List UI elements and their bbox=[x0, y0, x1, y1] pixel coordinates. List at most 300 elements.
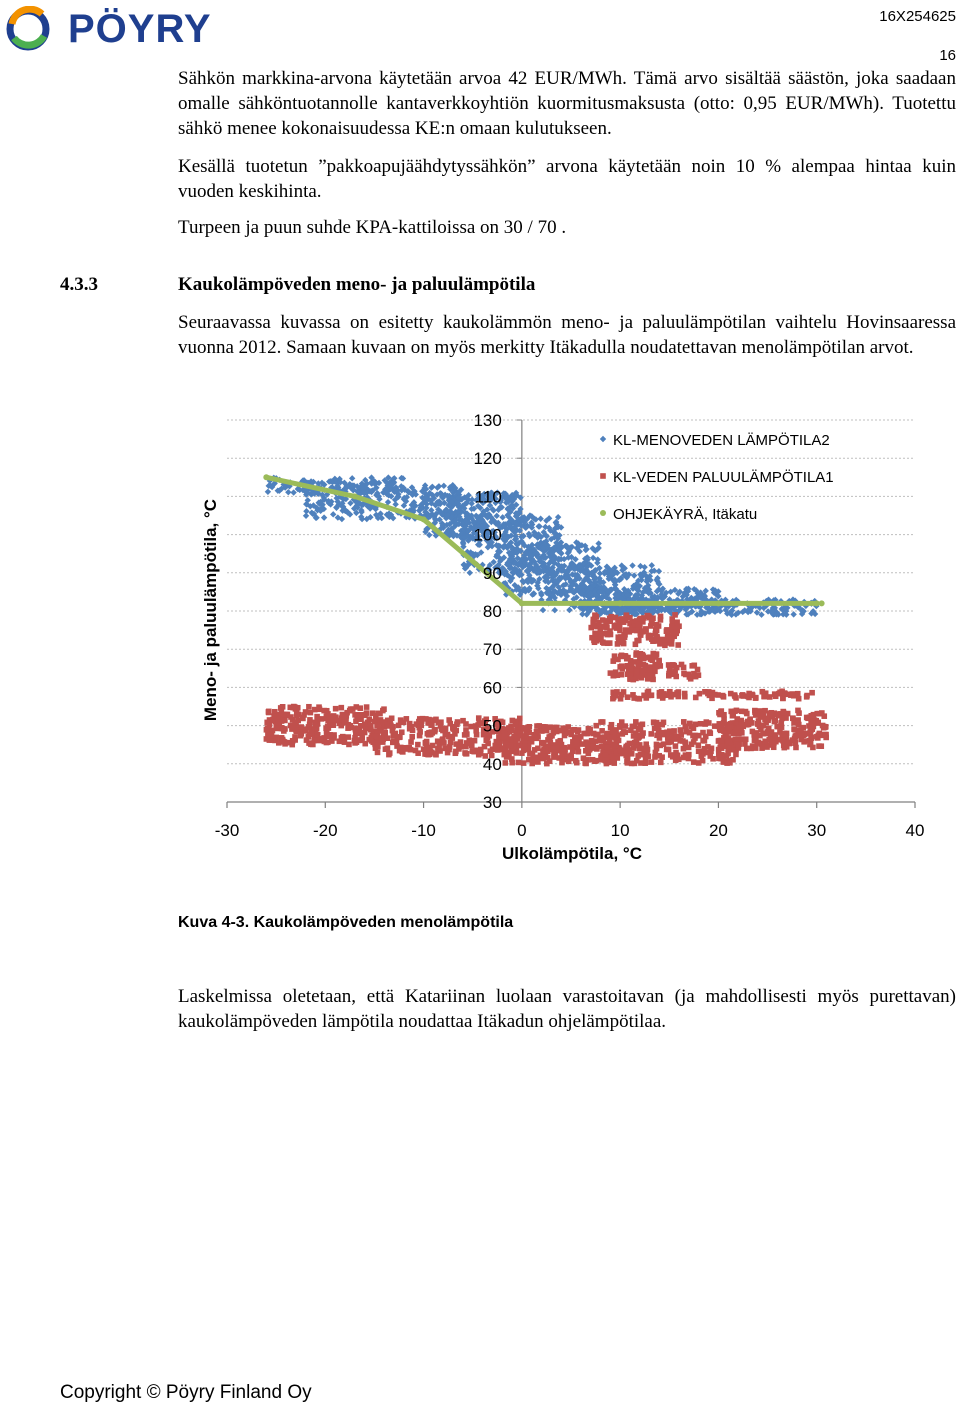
data-point bbox=[290, 489, 296, 495]
data-point bbox=[298, 724, 304, 730]
data-point bbox=[702, 689, 708, 695]
figure-caption: Kuva 4-3. Kaukolämpöveden menolämpötila bbox=[178, 914, 514, 931]
data-point bbox=[446, 717, 452, 723]
data-point bbox=[654, 664, 660, 670]
data-point bbox=[592, 758, 598, 764]
data-point bbox=[339, 705, 345, 711]
data-point bbox=[589, 738, 595, 744]
data-point bbox=[605, 745, 611, 751]
data-point bbox=[638, 726, 644, 732]
data-point bbox=[691, 759, 697, 765]
data-point bbox=[433, 717, 439, 723]
data-point bbox=[523, 735, 529, 741]
y-axis-label: Meno- ja paluulämpötila, °C bbox=[201, 498, 220, 722]
data-point bbox=[629, 562, 635, 568]
data-point bbox=[575, 734, 581, 740]
data-point bbox=[726, 745, 732, 751]
data-point bbox=[771, 744, 777, 750]
data-point bbox=[666, 637, 672, 643]
data-point bbox=[677, 727, 683, 733]
data-point bbox=[739, 708, 745, 714]
data-point bbox=[430, 743, 436, 749]
data-point bbox=[766, 726, 772, 732]
data-point bbox=[620, 616, 626, 622]
data-point bbox=[652, 754, 658, 760]
data-point bbox=[761, 723, 767, 729]
data-point bbox=[680, 738, 686, 744]
data-point bbox=[642, 760, 648, 766]
data-point bbox=[592, 639, 598, 645]
data-point bbox=[807, 729, 813, 735]
data-point bbox=[464, 751, 470, 757]
data-point bbox=[666, 747, 672, 753]
data-point bbox=[768, 711, 774, 717]
data-point bbox=[317, 706, 323, 712]
data-point bbox=[772, 735, 778, 741]
data-point bbox=[665, 740, 671, 746]
data-point bbox=[734, 708, 740, 714]
data-point bbox=[601, 735, 607, 741]
data-point bbox=[600, 639, 606, 645]
data-point bbox=[767, 694, 773, 700]
y-tick-label: 30 bbox=[482, 793, 502, 812]
data-point bbox=[328, 717, 334, 723]
data-point bbox=[583, 761, 589, 767]
data-point bbox=[354, 714, 360, 720]
data-point bbox=[641, 615, 647, 621]
data-point bbox=[387, 718, 393, 724]
data-point bbox=[556, 755, 562, 761]
data-point bbox=[342, 720, 348, 726]
data-point bbox=[790, 611, 796, 617]
data-point bbox=[352, 493, 358, 499]
section-title: Kaukolämpöveden meno- ja paluulämpötila bbox=[178, 274, 536, 295]
data-point bbox=[645, 676, 651, 682]
data-point bbox=[795, 708, 801, 714]
data-point bbox=[627, 615, 633, 621]
copyright-footer: Copyright © Pöyry Finland Oy bbox=[60, 1382, 312, 1403]
data-point bbox=[657, 735, 663, 741]
data-point bbox=[761, 694, 767, 700]
data-point bbox=[634, 628, 640, 634]
data-point bbox=[617, 600, 623, 606]
data-point bbox=[707, 753, 713, 759]
data-point bbox=[646, 753, 652, 759]
data-point bbox=[608, 670, 614, 676]
paragraph-summer-electricity: Kesällä tuotetun ”pakkoapujäähdytyssähkön” arvona käytetään noin 10 % alempaa hintaa kuin vuoden keskihinta. bbox=[178, 156, 956, 202]
paragraph-fuel-ratio: Turpeen ja puun suhde KPA-kattiloissa on 30 / 70 . bbox=[178, 217, 567, 238]
data-point bbox=[433, 752, 439, 758]
data-point bbox=[269, 733, 275, 739]
data-point bbox=[473, 723, 479, 729]
data-point bbox=[294, 712, 300, 718]
data-point bbox=[682, 691, 688, 697]
data-point bbox=[387, 750, 393, 756]
data-point bbox=[333, 706, 339, 712]
section-number: 4.3.3 bbox=[60, 274, 98, 295]
logo-wordmark: PÖYRY bbox=[68, 7, 212, 51]
data-point bbox=[610, 690, 616, 696]
x-tick-label: 40 bbox=[905, 821, 925, 840]
data-point bbox=[532, 755, 538, 761]
data-point bbox=[809, 690, 815, 696]
data-point bbox=[737, 725, 743, 731]
data-point bbox=[403, 746, 409, 752]
data-point bbox=[631, 733, 637, 739]
data-point bbox=[451, 726, 457, 732]
data-point bbox=[298, 731, 304, 737]
data-point bbox=[494, 745, 500, 751]
y-tick-label: 80 bbox=[482, 602, 502, 621]
page-number: 16 bbox=[939, 47, 956, 64]
data-point bbox=[613, 743, 619, 749]
data-point bbox=[279, 735, 285, 741]
data-point bbox=[439, 739, 445, 745]
data-point bbox=[658, 760, 664, 766]
section-intro: Seuraavassa kuvassa on esitetty kaukolämmön meno- ja paluulämpötilan vaihtelu Hovinsaaressa vuonna 2012. Samaan kuvaan on myös merkitty Itäkadulla noudatettavan menolämpötilan arvot. bbox=[178, 312, 956, 358]
data-point bbox=[668, 694, 674, 700]
data-point bbox=[567, 754, 573, 760]
data-point bbox=[472, 738, 478, 744]
data-point bbox=[625, 760, 631, 766]
data-point bbox=[760, 689, 766, 695]
data-point bbox=[669, 624, 675, 630]
data-point bbox=[352, 738, 358, 744]
data-point bbox=[793, 745, 799, 751]
series-1 bbox=[264, 612, 829, 766]
data-point bbox=[615, 641, 621, 647]
data-point bbox=[807, 742, 813, 748]
data-point bbox=[370, 710, 376, 716]
data-point bbox=[510, 718, 516, 724]
data-point bbox=[654, 622, 660, 628]
data-point bbox=[785, 740, 791, 746]
data-point bbox=[615, 617, 621, 623]
data-point bbox=[617, 625, 623, 631]
data-point bbox=[619, 719, 625, 725]
data-point bbox=[698, 721, 704, 727]
data-point bbox=[312, 720, 318, 726]
closing-paragraph: Laskelmissa oletetaan, että Katariinan luolaan varastoitavan (ja mahdollisesti myös purettavan) kaukolämpöveden lämpötila noudattaa Itäkadun ohjelämpötilaa. bbox=[178, 986, 956, 1032]
data-point bbox=[634, 638, 640, 644]
legend-marker bbox=[600, 473, 606, 479]
data-point bbox=[423, 740, 429, 746]
data-point bbox=[540, 740, 546, 746]
data-point bbox=[343, 713, 349, 719]
data-point bbox=[739, 730, 745, 736]
data-point bbox=[676, 757, 682, 763]
data-point bbox=[656, 568, 662, 574]
data-point bbox=[266, 710, 272, 716]
data-point bbox=[339, 735, 345, 741]
data-point bbox=[375, 711, 381, 717]
x-tick-label: 0 bbox=[517, 821, 527, 840]
data-point bbox=[822, 732, 828, 738]
data-point bbox=[421, 516, 427, 522]
data-point bbox=[364, 704, 370, 710]
data-point bbox=[751, 732, 757, 738]
data-point bbox=[821, 713, 827, 719]
data-point bbox=[735, 736, 741, 742]
y-tick-label: 50 bbox=[482, 716, 502, 736]
data-point bbox=[347, 708, 353, 714]
data-point bbox=[375, 750, 381, 756]
data-point bbox=[555, 739, 561, 745]
y-tick-label: 100 bbox=[473, 525, 502, 545]
data-point bbox=[519, 600, 525, 606]
data-point bbox=[417, 716, 423, 722]
data-point bbox=[726, 725, 732, 731]
data-point bbox=[623, 628, 629, 634]
data-point bbox=[503, 760, 509, 766]
data-point bbox=[817, 731, 823, 737]
data-point bbox=[717, 712, 723, 718]
data-point bbox=[673, 743, 679, 749]
data-point bbox=[716, 752, 722, 758]
data-point bbox=[494, 513, 500, 519]
data-point bbox=[469, 743, 475, 749]
data-point bbox=[559, 746, 565, 752]
data-point bbox=[609, 722, 615, 728]
data-point bbox=[649, 759, 655, 765]
data-point bbox=[676, 689, 682, 695]
data-point bbox=[270, 717, 276, 723]
data-point bbox=[689, 663, 695, 669]
data-point bbox=[696, 748, 702, 754]
x-axis-label: Ulkolämpötila, °C bbox=[502, 844, 642, 863]
data-point bbox=[570, 727, 576, 733]
data-point bbox=[661, 691, 667, 697]
data-point bbox=[659, 754, 665, 760]
data-point bbox=[307, 717, 313, 723]
data-point bbox=[428, 722, 434, 728]
data-point bbox=[283, 712, 289, 718]
data-point bbox=[460, 718, 466, 724]
y-tick-label: 110 bbox=[474, 487, 502, 507]
data-point bbox=[690, 733, 696, 739]
legend-label: KL-VEDEN PALUULÄMPÖTILA1 bbox=[613, 469, 834, 486]
data-point bbox=[581, 755, 587, 761]
y-tick-label: 70 bbox=[482, 640, 502, 660]
data-point bbox=[634, 758, 640, 764]
data-point bbox=[485, 741, 491, 747]
data-point bbox=[385, 735, 391, 741]
data-point bbox=[633, 739, 639, 745]
data-point bbox=[683, 672, 689, 678]
data-point bbox=[672, 612, 678, 618]
data-point bbox=[821, 725, 827, 731]
data-point bbox=[478, 749, 484, 755]
data-point bbox=[408, 739, 414, 745]
data-point bbox=[287, 705, 293, 711]
data-point bbox=[476, 715, 482, 721]
data-point bbox=[509, 756, 515, 762]
data-point bbox=[618, 748, 624, 754]
data-point bbox=[424, 751, 430, 757]
data-point bbox=[705, 744, 711, 750]
data-point bbox=[415, 742, 421, 748]
data-point bbox=[592, 631, 598, 637]
data-point bbox=[521, 760, 527, 766]
legend-marker bbox=[600, 510, 606, 516]
data-point bbox=[570, 748, 576, 754]
data-point bbox=[321, 514, 327, 520]
data-point bbox=[559, 728, 565, 734]
data-point bbox=[289, 742, 295, 748]
data-point bbox=[746, 691, 752, 697]
data-point bbox=[635, 696, 641, 702]
data-point bbox=[453, 741, 459, 747]
x-tick-label: 30 bbox=[807, 821, 827, 840]
data-point bbox=[418, 723, 424, 729]
data-point bbox=[674, 619, 680, 625]
data-point bbox=[623, 744, 629, 750]
data-point bbox=[599, 744, 605, 750]
data-point bbox=[801, 739, 807, 745]
data-point bbox=[760, 731, 766, 737]
data-point bbox=[781, 710, 787, 716]
data-point bbox=[621, 689, 627, 695]
data-point bbox=[778, 720, 784, 726]
data-point bbox=[693, 695, 699, 701]
data-point bbox=[306, 724, 312, 730]
data-point bbox=[398, 745, 404, 751]
data-point bbox=[349, 475, 355, 481]
data-point bbox=[657, 641, 663, 647]
data-point bbox=[625, 694, 631, 700]
data-point bbox=[276, 720, 282, 726]
data-point bbox=[374, 723, 380, 729]
data-point bbox=[506, 725, 512, 731]
data-point bbox=[279, 706, 285, 712]
data-point bbox=[463, 727, 469, 733]
data-point bbox=[796, 728, 802, 734]
data-point bbox=[621, 729, 627, 735]
data-point bbox=[270, 728, 276, 734]
data-point bbox=[747, 718, 753, 724]
data-point bbox=[327, 722, 333, 728]
data-point bbox=[819, 600, 825, 606]
data-point bbox=[542, 725, 548, 731]
x-tick-label: -20 bbox=[312, 821, 338, 840]
data-point bbox=[503, 741, 509, 747]
data-point bbox=[540, 748, 546, 754]
data-point bbox=[767, 730, 773, 736]
data-point bbox=[675, 642, 681, 648]
data-point bbox=[640, 746, 646, 752]
data-point bbox=[421, 746, 427, 752]
data-point bbox=[537, 516, 543, 522]
data-point bbox=[790, 715, 796, 721]
y-tick-label: 130 bbox=[473, 411, 502, 430]
data-point bbox=[682, 724, 688, 730]
data-point bbox=[470, 748, 476, 754]
data-point bbox=[805, 715, 811, 721]
data-point bbox=[648, 623, 654, 629]
data-point bbox=[574, 741, 580, 747]
data-point bbox=[303, 513, 309, 519]
data-point bbox=[744, 711, 750, 717]
data-point bbox=[655, 723, 661, 729]
data-point bbox=[727, 760, 733, 766]
data-point bbox=[502, 734, 508, 740]
data-point bbox=[616, 738, 622, 744]
data-point bbox=[804, 693, 810, 699]
y-tick-label: 40 bbox=[482, 754, 502, 774]
data-point bbox=[700, 738, 706, 744]
data-point bbox=[609, 614, 615, 620]
data-point bbox=[634, 674, 640, 680]
data-point bbox=[629, 751, 635, 757]
data-point bbox=[679, 662, 685, 668]
data-point bbox=[618, 654, 624, 660]
data-point bbox=[691, 671, 697, 677]
data-point bbox=[527, 751, 533, 757]
y-tick-label: 60 bbox=[482, 678, 502, 698]
data-point bbox=[796, 696, 802, 702]
data-point bbox=[664, 628, 670, 634]
data-point bbox=[446, 747, 452, 753]
data-point bbox=[404, 716, 410, 722]
data-point bbox=[362, 712, 368, 718]
data-point bbox=[432, 729, 438, 735]
data-point bbox=[504, 754, 510, 760]
y-tick-label: 120 bbox=[473, 449, 502, 469]
data-point bbox=[598, 719, 604, 725]
data-point bbox=[658, 617, 664, 623]
data-point bbox=[335, 718, 341, 724]
data-point bbox=[396, 723, 402, 729]
data-point bbox=[516, 760, 522, 766]
data-point bbox=[425, 731, 431, 737]
data-point bbox=[618, 634, 624, 640]
data-point bbox=[726, 738, 732, 744]
data-point bbox=[756, 740, 762, 746]
data-point bbox=[696, 742, 702, 748]
data-point bbox=[673, 734, 679, 740]
data-point bbox=[536, 523, 542, 529]
data-point bbox=[790, 691, 796, 697]
data-point bbox=[587, 727, 593, 733]
data-point bbox=[716, 724, 722, 730]
x-tick-label: 10 bbox=[610, 821, 630, 840]
data-point bbox=[689, 741, 695, 747]
data-point bbox=[263, 474, 269, 480]
data-point bbox=[766, 737, 772, 743]
paragraph-electricity-value: Sähkön markkina-arvona käytetään arvoa 42 EUR/MWh. Tämä arvo sisältää säästön, joka saadaan omalle sähköntuotannolle kantaverkkoyhtiön kuormitusmaksusta (otto: 0,95 EUR/MWh). Tuotettu sähkö menee kokonaisuudessa KE:n omaan kulutukseen. bbox=[178, 68, 956, 139]
data-point bbox=[610, 757, 616, 763]
data-point bbox=[264, 720, 270, 726]
data-point bbox=[715, 600, 721, 606]
x-tick-label: -30 bbox=[214, 821, 240, 840]
data-point bbox=[566, 607, 572, 613]
data-point bbox=[519, 750, 525, 756]
data-point bbox=[624, 656, 630, 662]
data-point bbox=[811, 724, 817, 730]
data-point bbox=[795, 691, 801, 697]
data-point bbox=[379, 735, 385, 741]
data-point bbox=[410, 727, 416, 733]
data-point bbox=[621, 641, 627, 647]
data-point bbox=[648, 731, 654, 737]
data-point bbox=[634, 668, 640, 674]
data-point bbox=[329, 738, 335, 744]
data-point bbox=[375, 744, 381, 750]
data-point bbox=[395, 735, 401, 741]
data-point bbox=[661, 720, 667, 726]
data-point bbox=[641, 693, 647, 699]
data-point bbox=[719, 743, 725, 749]
